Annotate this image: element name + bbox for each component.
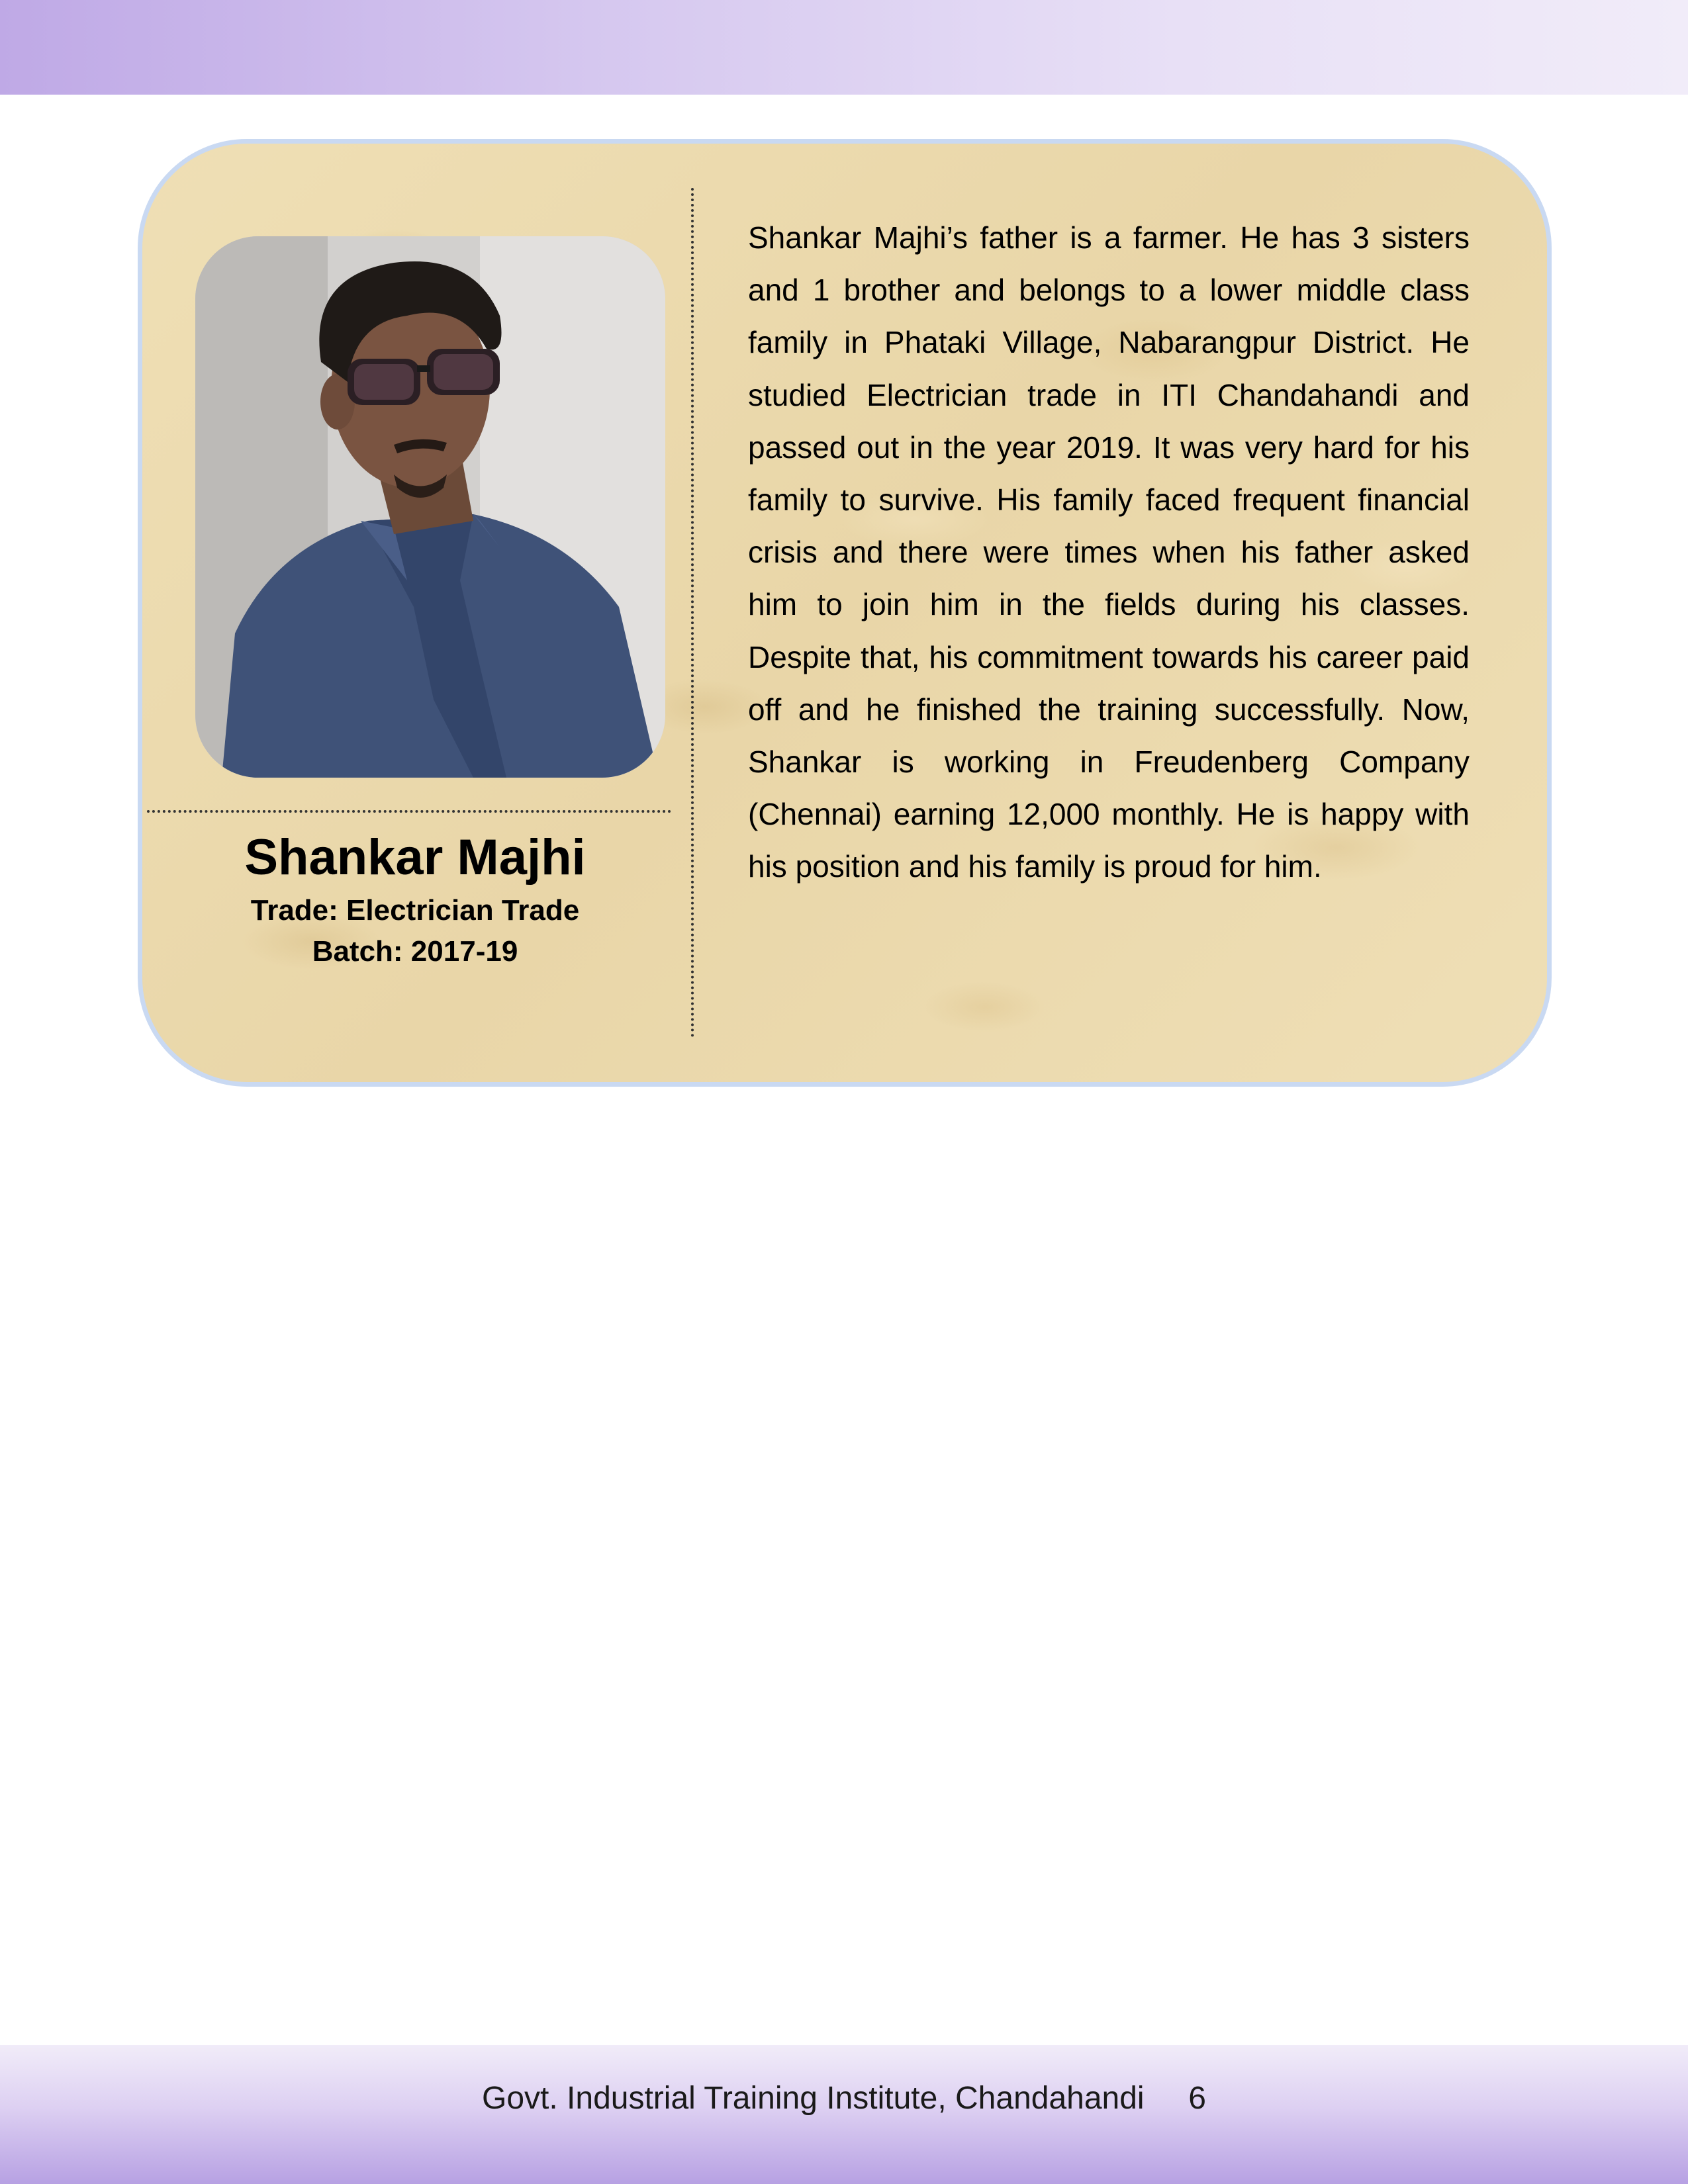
person-batch: Batch: 2017-19: [312, 935, 518, 968]
column-divider: [691, 188, 694, 1038]
person-photo-illustration: [195, 236, 665, 778]
footer-text: [0, 2075, 1688, 2122]
photo-divider: [147, 810, 671, 813]
header-band: [0, 0, 1688, 95]
person-name: Shankar Majhi: [244, 829, 586, 886]
person-trade: Trade: Electrician Trade: [250, 894, 580, 927]
page-number: 6: [1188, 2081, 1206, 2116]
profile-photo: [195, 236, 665, 778]
footer-institute-name: Govt. Industrial Training Institute, Chandahandi: [482, 2081, 1145, 2116]
success-story-paragraph: Shankar Majhi’s father is a farmer. He has 3 sisters and 1 brother and belongs to a lower middle class family in Phataki Village, Nabarangpur District. He studied Electrician trade in ITI Chandahandi and passed out in the year 2019. It was very hard for his family to survive. His family faced frequent financial crisis and there were times when his father asked him to join him in the fields during his classes. Despite that, his commitment towards his career paid off and he finished the training successfully. Now, Shankar is working in Freudenberg Company (Chennai) earning 12,000 monthly. He is happy with his position and his family is proud for him.: [748, 220, 1470, 884]
